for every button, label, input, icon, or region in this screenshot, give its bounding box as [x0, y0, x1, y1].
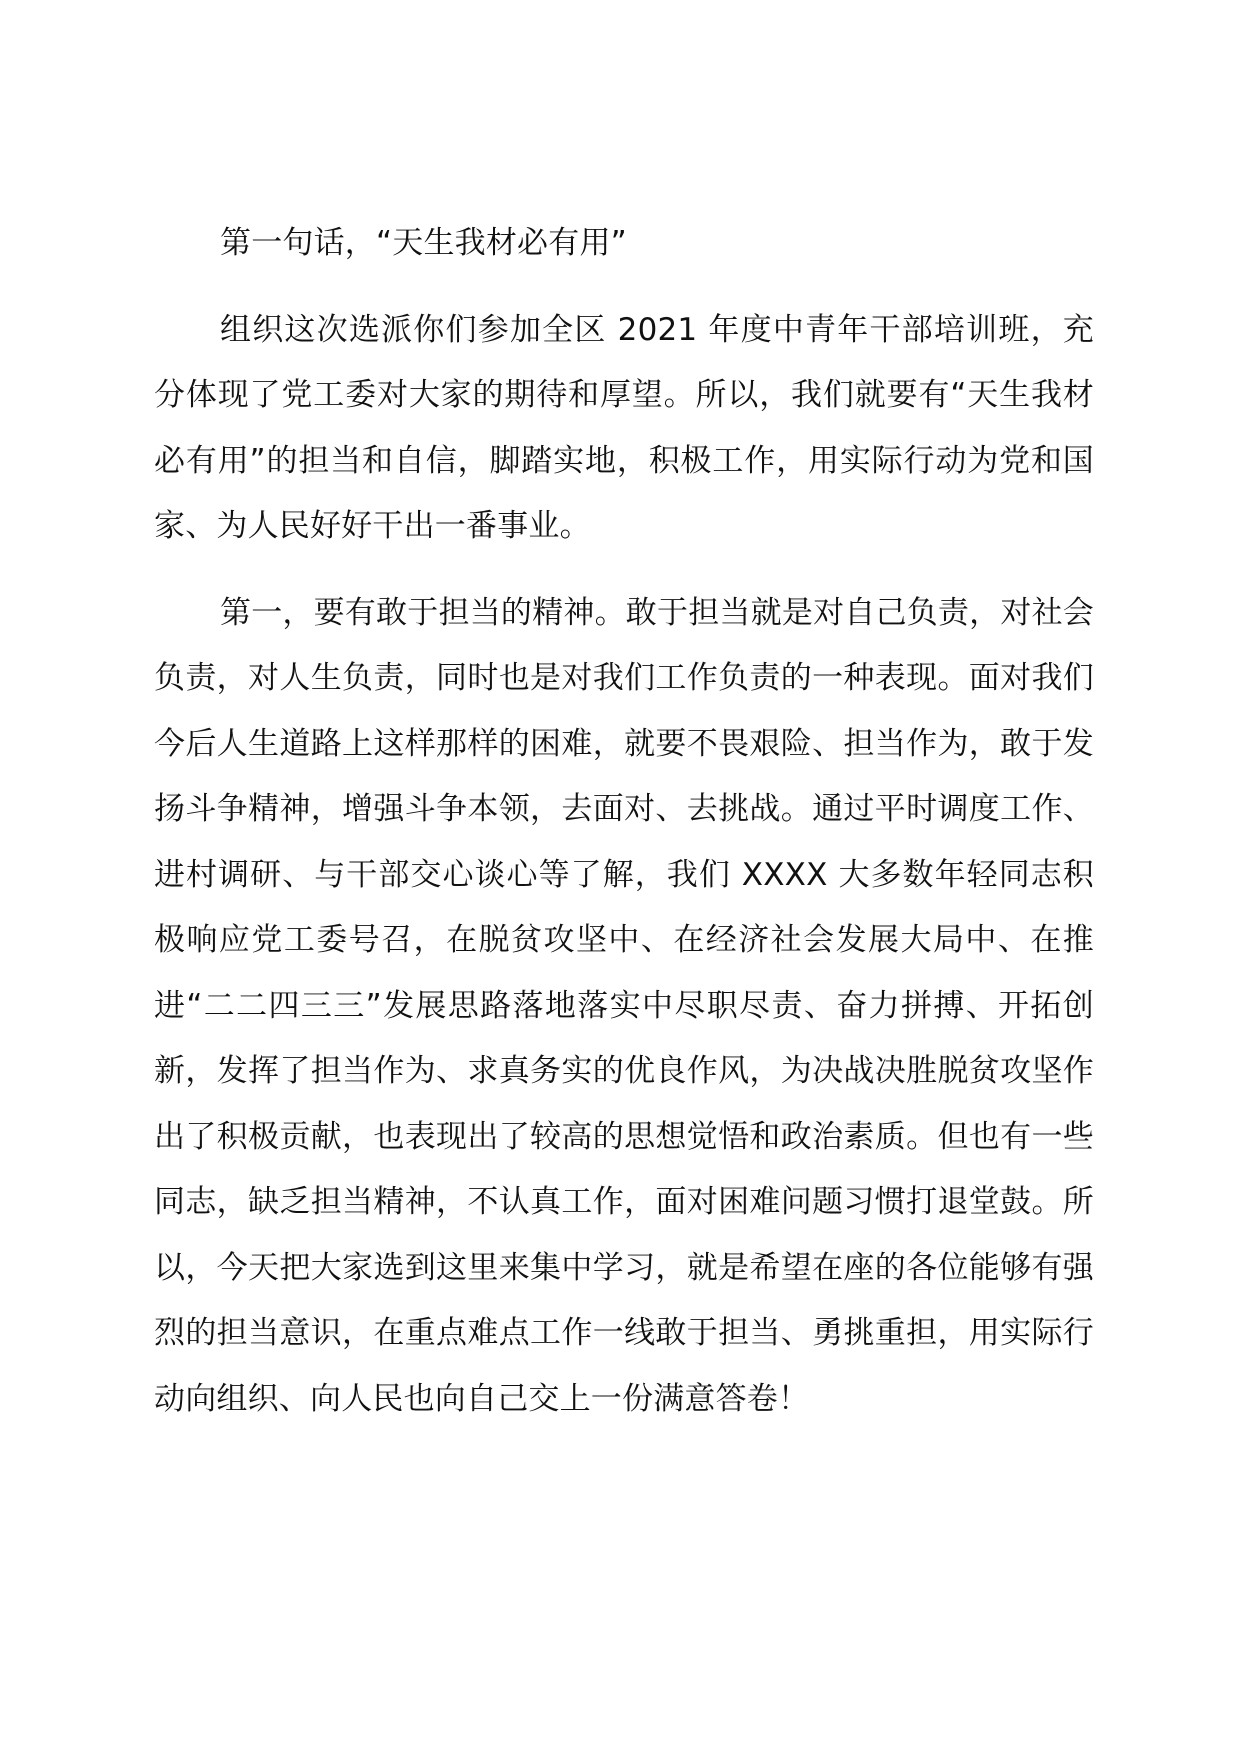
paragraph-first-point: 第一，要有敢于担当的精神。敢于担当就是对自己负责，对社会负责，对人生负责，同时也是对我们工作负责的一种表现。面对我们今后人生道路上这样那样的困难，就要不畏艰险、担当作为，敢于发扬斗争精神，增强斗争本领，去面对、去挑战。通过平时调度工作、进村调研、与干部交心谈心等了解，我们 XXXX 大多数年轻同志积极响应党工委号召，在脱贫攻坚中、在经济社会发展大局中、在推进“二二四三三”发展思路落地落实中尽职尽责、奋力拼搏、开拓创新，发挥了担当作为、求真务实的优良作风，为决战决胜脱贫攻坚作出了积极贡献，也表现出了较高的思想觉悟和政治素质。但也有一些同志，缺乏担当精神，不认真工作，面对困难问题习惯打退堂鼓。所以，今天把大家选到这里来集中学习，就是希望在座的各位能够有强烈的担当意识，在重点难点工作一线敢于担当、勇挑重担，用实际行动向组织、向人民也向自己交上一份满意答卷！: [154, 594, 1094, 1417]
paragraph-intro: 组织这次选派你们参加全区 2021 年度中青年干部培训班，充分体现了党工委对大家的期待和厚望。所以，我们就要有“天生我材必有用”的担当和自信，脚踏实地，积极工作，用实际行动为党和国家、为人民好好干出一番事业。: [154, 311, 1094, 544]
section-heading: 第一句话，“天生我材必有用”: [220, 225, 627, 261]
document-body: [154, 211, 1094, 1432]
